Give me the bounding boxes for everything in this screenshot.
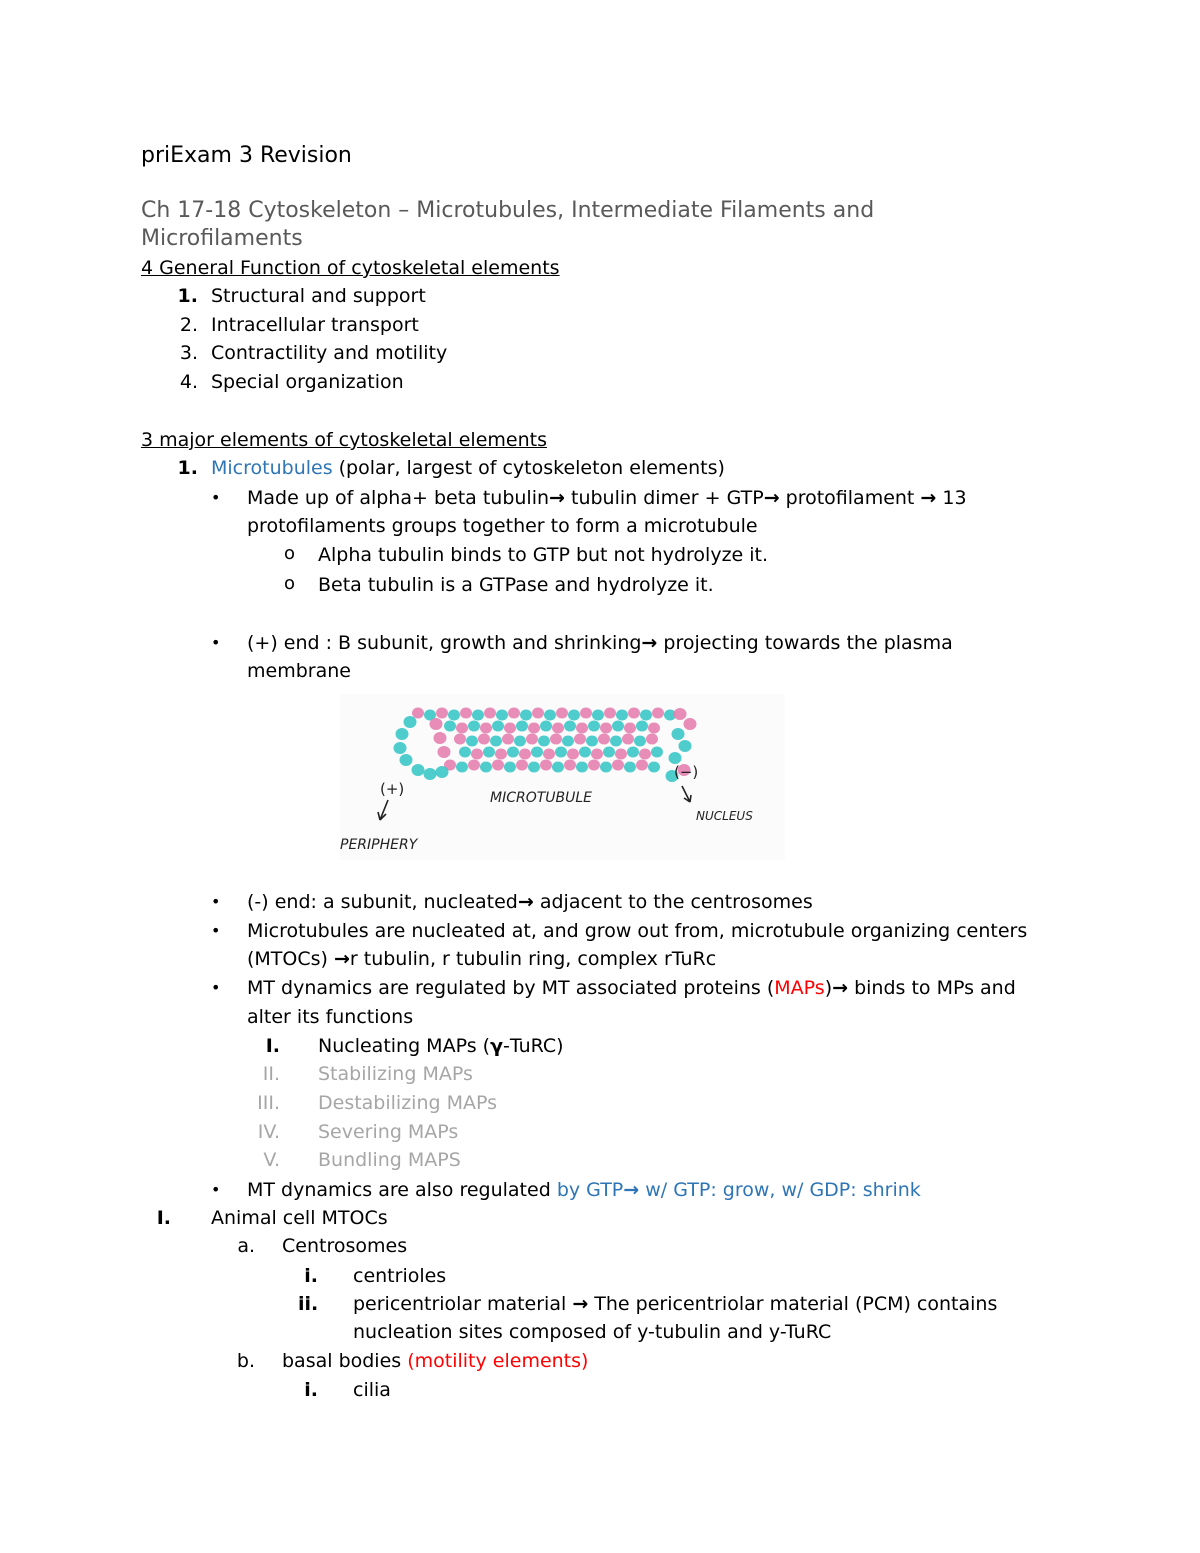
list-text-continued: nucleation sites composed of y-tubulin and y-TuRC (353, 1321, 832, 1343)
tubulin-bead (396, 728, 409, 740)
tubulin-bead (574, 734, 586, 745)
tubulin-bead (436, 766, 449, 778)
list-number: V. (263, 1149, 280, 1171)
tubulin-bead (628, 708, 640, 719)
tubulin-bead (591, 749, 603, 760)
tubulin-bead (480, 762, 492, 773)
circle-bullet-icon: o (284, 543, 296, 564)
list-number: a. (237, 1235, 255, 1257)
tubulin-bead (412, 708, 424, 719)
tubulin-bead (624, 762, 636, 773)
tubulin-bead (576, 762, 588, 773)
tubulin-bead (624, 723, 636, 734)
list-text: Animal cell MTOCs (211, 1207, 388, 1229)
tubulin-bead (646, 734, 658, 745)
tubulin-bead (600, 723, 612, 734)
tubulin-bead (610, 736, 622, 747)
tubulin-bead (576, 723, 588, 734)
tubulin-bead (598, 734, 610, 745)
tubulin-bead (648, 762, 660, 773)
tubulin-bead (424, 768, 437, 780)
tubulin-bead (568, 710, 580, 721)
tubulin-bead (636, 760, 648, 771)
list-text: Contractility and motility (211, 342, 448, 364)
tubulin-bead (648, 723, 660, 734)
tubulin-bead (456, 762, 468, 773)
bullet-text-continued: (MTOCs) →r tubulin, r tubulin ring, complex rTuRc (247, 948, 717, 970)
tubulin-bead (516, 760, 528, 771)
maps-term: MAPs (774, 977, 825, 999)
tubulin-bead (434, 732, 447, 744)
arrow-icon: → (763, 487, 780, 509)
tubulin-bead (600, 762, 612, 773)
tubulin-bead (588, 760, 600, 771)
tubulin-bead (531, 747, 543, 758)
tubulin-bead (612, 760, 624, 771)
tubulin-bead (438, 746, 451, 758)
list-number: I. (265, 1035, 280, 1057)
list-number: 1. (177, 457, 198, 479)
arrow-icon: → (832, 977, 849, 999)
list-text: Bundling MAPS (318, 1149, 461, 1171)
list-text: Destabilizing MAPs (318, 1092, 498, 1114)
tubulin-bead (674, 708, 687, 720)
bullet-icon: • (211, 921, 221, 940)
tubulin-bead (540, 760, 552, 771)
tubulin-bead (514, 736, 526, 747)
tubulin-bead (507, 747, 519, 758)
arrow-icon: → (572, 1293, 589, 1315)
bullet-text: MT dynamics are regulated by MT associated proteins (MAPs)→ binds to MPs and (247, 977, 1016, 999)
bullet-text: (+) end : B subunit, growth and shrinking→ projecting towards the plasma (247, 632, 953, 654)
bullet-text: MT dynamics are also regulated by GTP→ w/ GTP: grow, w/ GDP: shrink (247, 1179, 921, 1201)
document-page: priExam 3 Revision Ch 17-18 Cytoskeleton – Microtubules, Intermediate Filaments and Microfilaments 4 General Function of cytoskeletal elements 1. Structural and support 2. Intracellular transport 3. Contractility and motility 4. Special organization 3 major elements of cytoskeletal elements 1. Microtubules (polar, largest of cytoskeleton elements) • Made up of alpha+ beta tubulin→ tubulin dimer + GTP→ protofilament → 13 protofilaments groups together to form a microtubule o Alpha tubulin binds to GTP but not hydrolyze it. o Beta tubulin is a GTPase and hydrolyze it. • (+) end : B subunit, growth and shrinking→ projecting towards the plasma membrane (+) PERIPHERY MICROTUBULE (−) NUCLEUS • (-) end: a subunit, nucleated→ adjacent to the centrosomes • Microtubules are nucleated at, and grow out from, microtubule organizing centers (MTOCs) →r tubulin, r tubulin ring, complex rTuRc • MT dynamics are regulated by MT associated proteins (MAPs)→ binds to MPs and alter its functions I. Nucleating MAPs (γ-TuRC) II. Stabilizing MAPs III. Destabilizing MAPs IV. Severing MAPs V. Bundling MAPS • MT dynamics are also regulated by GTP→ w/ GTP: grow, w/ GDP: shrink I. Animal cell MTOCs a. Centrosomes i. centrioles ii. pericentriolar material → The pericentriolar material (PCM) contains nucleation sites composed of y-tubulin and y-TuRC b. basal bodies (motility elements) i. cilia (141, 143, 1028, 1401)
list-text: Special organization (211, 371, 404, 393)
tubulin-bead (520, 710, 532, 721)
tubulin-bead (528, 723, 540, 734)
bullet-icon: • (211, 978, 221, 997)
tubulin-bead (588, 721, 600, 732)
term-microtubules: Microtubules (211, 457, 333, 479)
circle-bullet-icon: o (284, 573, 296, 594)
tubulin-bead (490, 736, 502, 747)
tubulin-bead (528, 762, 540, 773)
minus-end-label: (−) (674, 763, 699, 781)
tubulin-bead (564, 721, 576, 732)
list-number: IV. (257, 1121, 280, 1143)
list-number: b. (236, 1350, 255, 1372)
doc-title: priExam 3 Revision (141, 143, 352, 168)
arrow-icon: → (623, 1179, 640, 1201)
nucleus-label: NUCLEUS (696, 809, 753, 823)
tubulin-bead (612, 721, 624, 732)
chapter-heading-line1: Ch 17-18 Cytoskeleton – Microtubules, Intermediate Filaments and (141, 198, 875, 223)
tubulin-bead (412, 764, 425, 776)
list-number: i. (304, 1379, 318, 1401)
tubulin-bead (639, 749, 651, 760)
tubulin-bead (622, 734, 634, 745)
tubulin-bead (471, 749, 483, 760)
microtubule-figure (340, 694, 785, 860)
motility-elements-note: (motility elements) (407, 1350, 589, 1372)
tubulin-bead (478, 734, 490, 745)
list-number: i. (304, 1265, 318, 1287)
tubulin-bead (679, 740, 692, 752)
tubulin-bead (672, 728, 685, 740)
arrow-icon: → (641, 632, 658, 654)
tubulin-bead (651, 747, 663, 758)
bullet-text: Microtubules are nucleated at, and grow out from, microtubule organizing centers (247, 920, 1028, 942)
tubulin-bead (444, 721, 456, 732)
tubulin-bead (615, 749, 627, 760)
tubulin-bead (480, 723, 492, 734)
tubulin-bead (562, 736, 574, 747)
tubulin-bead (567, 749, 579, 760)
tubulin-bead (492, 760, 504, 771)
tubulin-bead (538, 736, 550, 747)
list-number: II. (262, 1063, 280, 1085)
section1-heading: 4 General Function of cytoskeletal elements (141, 257, 560, 279)
tubulin-bead (652, 708, 664, 719)
list-text: Intracellular transport (211, 314, 419, 336)
list-number: III. (257, 1092, 280, 1114)
tubulin-bead (448, 710, 460, 721)
tubulin-bead (552, 723, 564, 734)
bullet-icon: • (211, 633, 221, 652)
tubulin-bead (556, 708, 568, 719)
bullet-text-continued: membrane (247, 660, 351, 682)
tubulin-bead (564, 760, 576, 771)
tubulin-bead (495, 749, 507, 760)
tubulin-bead (468, 760, 480, 771)
periphery-label: PERIPHERY (340, 837, 418, 853)
chapter-heading-line2: Microfilaments (141, 226, 303, 251)
sub-bullet-text: Beta tubulin is a GTPase and hydrolyze it. (318, 574, 714, 596)
list-number: ii. (298, 1293, 319, 1315)
section2-heading: 3 major elements of cytoskeletal elements (141, 429, 547, 451)
tubulin-bead (540, 721, 552, 732)
arrow-icon: → (517, 891, 534, 913)
arrow-icon: → (920, 487, 937, 509)
bullet-icon: • (211, 488, 221, 507)
list-number: 2. (179, 314, 198, 336)
list-text: cilia (353, 1379, 391, 1401)
arrow-icon: → (333, 948, 350, 970)
tubulin-bead (456, 723, 468, 734)
tubulin-bead (466, 736, 478, 747)
tubulin-bead (472, 710, 484, 721)
tubulin-bead (502, 734, 514, 745)
list-text: centrioles (353, 1265, 447, 1287)
tubulin-bead (532, 708, 544, 719)
tubulin-bead (436, 708, 448, 719)
tubulin-bead (604, 708, 616, 719)
tubulin-bead (552, 762, 564, 773)
plus-end-label: (+) (380, 780, 405, 798)
tubulin-bead (555, 747, 567, 758)
tubulin-bead (430, 718, 443, 730)
arrow-icon: → (549, 487, 565, 509)
tubulin-bead (640, 710, 652, 721)
tubulin-bead (636, 721, 648, 732)
tubulin-bead (516, 721, 528, 732)
tubulin-bead (543, 749, 555, 760)
tubulin-bead (459, 747, 471, 758)
tubulin-bead (586, 736, 598, 747)
tubulin-bead (634, 736, 646, 747)
bullet-text: Made up of alpha+ beta tubulin→ tubulin dimer + GTP→ protofilament → 13 (247, 487, 967, 509)
bullet-text: (-) end: a subunit, nucleated→ adjacent to the centrosomes (247, 891, 813, 913)
tubulin-bead (483, 747, 495, 758)
gamma-symbol: γ (490, 1035, 504, 1057)
tubulin-bead (508, 708, 520, 719)
bullet-text-continued: alter its functions (247, 1006, 414, 1028)
tubulin-bead (684, 718, 697, 730)
tubulin-bead (504, 723, 516, 734)
tubulin-bead (592, 710, 604, 721)
tubulin-bead (627, 747, 639, 758)
tubulin-bead (550, 734, 562, 745)
term-description: (polar, largest of cytoskeleton elements) (332, 457, 725, 479)
tubulin-bead (544, 710, 556, 721)
tubulin-bead (454, 734, 466, 745)
tubulin-bead (492, 721, 504, 732)
list-number: 3. (179, 342, 198, 364)
tubulin-bead (400, 754, 413, 766)
bullet-icon: • (211, 1180, 221, 1199)
tubulin-bead (496, 710, 508, 721)
list-text: Structural and support (211, 285, 426, 307)
list-text: Stabilizing MAPs (318, 1063, 473, 1085)
tubulin-bead (579, 747, 591, 758)
tubulin-bead (484, 708, 496, 719)
tubulin-bead (394, 742, 407, 754)
tubulin-bead (460, 708, 472, 719)
tubulin-bead (526, 734, 538, 745)
sub-bullet-text: Alpha tubulin binds to GTP but not hydrolyze it. (318, 544, 769, 566)
list-text: Centrosomes (282, 1235, 408, 1257)
bullet-text-continued: protofilaments groups together to form a microtubule (247, 515, 758, 537)
tubulin-bead (616, 710, 628, 721)
list-number: 4. (179, 371, 198, 393)
list-text: Severing MAPs (318, 1121, 459, 1143)
tubulin-bead (468, 721, 480, 732)
microtubule-label: MICROTUBULE (490, 790, 593, 806)
list-number: I. (156, 1207, 171, 1229)
tubulin-bead (519, 749, 531, 760)
tubulin-bead (603, 747, 615, 758)
bullet-icon: • (211, 892, 221, 911)
tubulin-bead (404, 716, 417, 728)
tubulin-bead (504, 762, 516, 773)
list-number: 1. (177, 285, 198, 307)
tubulin-bead (580, 708, 592, 719)
